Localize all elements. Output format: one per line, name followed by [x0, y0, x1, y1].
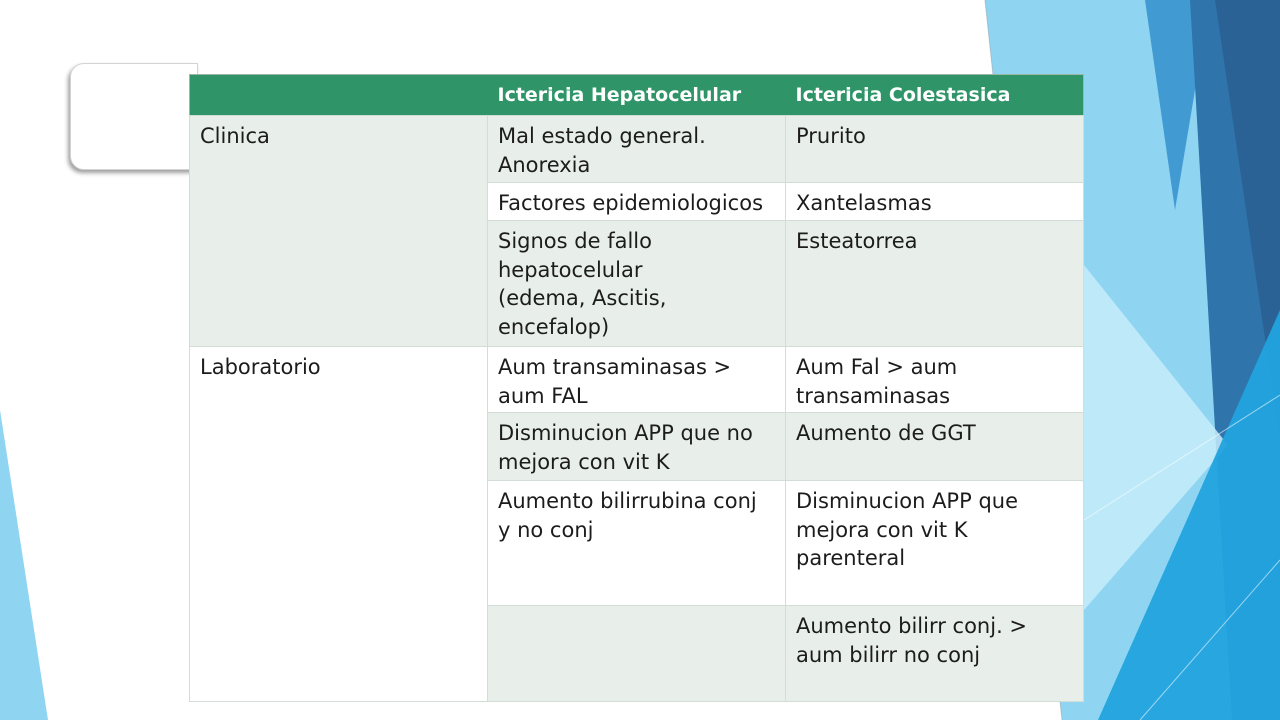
cell-hepatocelular: Signos de fallo hepatocelular (edema, Ascitis, encefalop)	[488, 221, 786, 347]
header-hepatocelular: Ictericia Hepatocelular	[488, 75, 786, 116]
title-placeholder-card	[70, 63, 198, 170]
cell-hepatocelular	[488, 606, 786, 702]
cell-hepatocelular: Aumento bilirrubina conj y no conj	[488, 481, 786, 606]
table-row	[190, 347, 1084, 413]
cell-colestasica: Esteatorrea	[786, 221, 1084, 347]
header-colestasica: Ictericia Colestasica	[786, 75, 1084, 116]
cell-hepatocelular: Factores epidemiologicos	[488, 183, 786, 221]
ictericia-comparison-table	[189, 74, 1084, 702]
table-header-row	[190, 75, 1084, 116]
cell-colestasica: Aumento de GGT	[786, 413, 1084, 481]
cell-hepatocelular: Aum transaminasas > aum FAL	[488, 347, 786, 413]
decor-facet-left	[0, 410, 48, 720]
cell-colestasica: Aumento bilirr conj. > aum bilirr no conj	[786, 606, 1084, 702]
header-corner-cell	[190, 75, 488, 116]
cell-hepatocelular: Mal estado general. Anorexia	[488, 116, 786, 183]
cell-colestasica: Prurito	[786, 116, 1084, 183]
cell-colestasica: Xantelasmas	[786, 183, 1084, 221]
table-row	[190, 116, 1084, 183]
section-label-clinica: Clinica	[190, 116, 488, 347]
section-label-laboratorio: Laboratorio	[190, 347, 488, 702]
cell-colestasica: Disminucion APP que mejora con vit K parenteral	[786, 481, 1084, 606]
cell-hepatocelular: Disminucion APP que no mejora con vit K	[488, 413, 786, 481]
cell-colestasica: Aum Fal > aum transaminasas	[786, 347, 1084, 413]
